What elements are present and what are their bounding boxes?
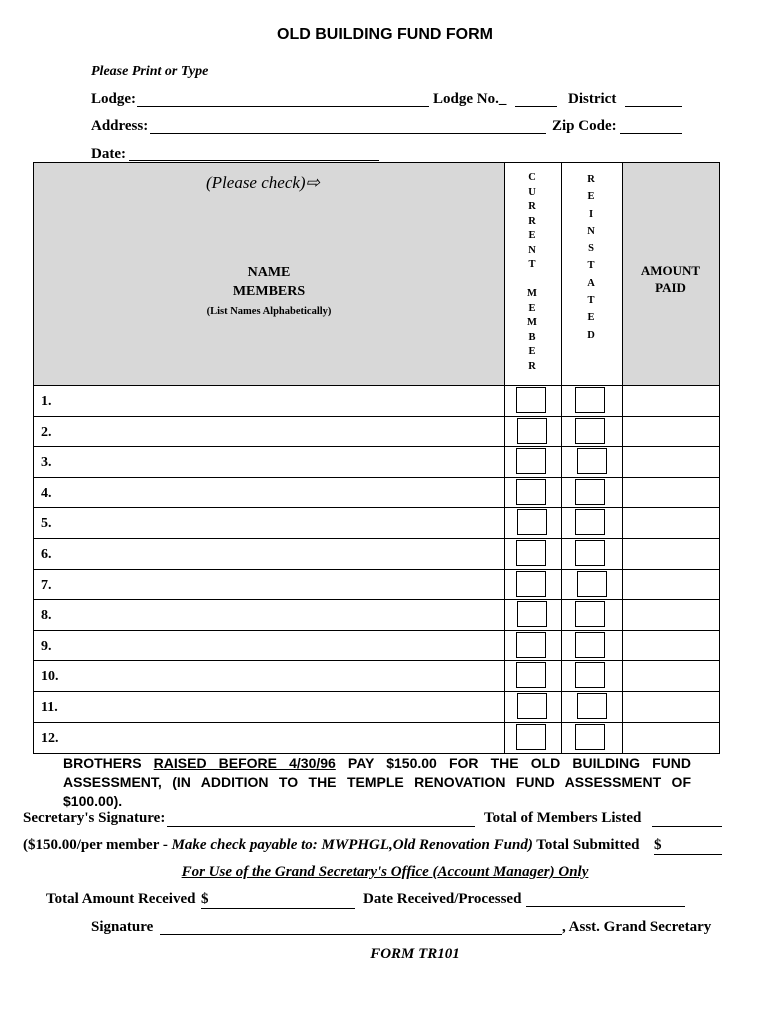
- amount-paid-field[interactable]: [626, 417, 716, 446]
- member-name-field[interactable]: [64, 386, 499, 415]
- vertical-letter: [522, 273, 542, 288]
- vertical-letter: C: [528, 172, 536, 183]
- vertical-letter: E: [528, 302, 536, 314]
- amount-label: AMOUNT: [640, 263, 701, 278]
- amount-paid-field[interactable]: [626, 600, 716, 629]
- reinstated-checkbox[interactable]: [575, 418, 605, 444]
- district-field[interactable]: [625, 106, 682, 107]
- reinstated-checkbox[interactable]: [575, 632, 605, 658]
- print-instruction: Please Print or Type: [91, 64, 209, 79]
- row-number: 4.: [41, 485, 52, 501]
- address-label: Address:: [91, 118, 149, 134]
- vertical-letter: R: [587, 174, 595, 185]
- vertical-letter: E: [587, 312, 595, 324]
- lodge-no-field[interactable]: [515, 106, 557, 107]
- vertical-letter: E: [528, 346, 536, 357]
- member-name-field[interactable]: [64, 478, 499, 507]
- member-name-field[interactable]: [64, 539, 499, 568]
- current-member-checkbox[interactable]: [517, 418, 547, 444]
- vertical-letter: E: [528, 230, 536, 241]
- form-id: FORM TR101: [370, 946, 460, 962]
- members-table: [33, 162, 720, 754]
- row-number: 3.: [41, 455, 52, 471]
- date-field[interactable]: [129, 160, 379, 161]
- current-member-checkbox[interactable]: [516, 662, 546, 688]
- asst-grand-secretary-label: , Asst. Grand Secretary: [562, 919, 712, 935]
- member-name-field[interactable]: [64, 661, 499, 690]
- row-number: 9.: [41, 638, 52, 654]
- reinstated-checkbox[interactable]: [575, 601, 605, 627]
- reinstated-checkbox[interactable]: [575, 540, 605, 566]
- total-received-label: Total Amount Received: [46, 891, 196, 907]
- raised-before-date: RAISED BEFORE 4/30/96: [153, 755, 336, 771]
- amount-paid-field[interactable]: [626, 539, 716, 568]
- vertical-letter: N: [587, 225, 595, 237]
- vertical-letter: T: [587, 260, 595, 272]
- list-alphabetically-note: (List Names Alphabetically): [206, 306, 332, 317]
- lodge-no-label: Lodge No._: [433, 91, 507, 107]
- secretary-signature-field[interactable]: [167, 826, 475, 827]
- vertical-letter: U: [528, 186, 536, 198]
- vertical-letter: B: [528, 331, 536, 343]
- assessment-notice: BROTHERS RAISED BEFORE 4/30/96 PAY $150.00 FOR THE OLD BUILDING FUND ASSESSMENT, (IN ADDITION TO THE TEMPLE RENOVATION FUND ASSESSMENT OF $100.00).: [63, 755, 691, 809]
- current-member-checkbox[interactable]: [517, 693, 547, 719]
- date-received-field[interactable]: [526, 906, 685, 907]
- vertical-letter: T: [587, 295, 595, 307]
- vertical-letter: R: [528, 215, 536, 227]
- form-title: OLD BUILDING FUND FORM: [277, 26, 493, 43]
- vertical-letter: M: [527, 317, 537, 328]
- member-name-field[interactable]: [64, 723, 499, 752]
- amount-paid-field[interactable]: [626, 478, 716, 507]
- row-number: 12.: [41, 730, 59, 746]
- vertical-letter: N: [528, 244, 536, 256]
- row-number: 7.: [41, 577, 52, 593]
- district-label: District: [568, 91, 617, 107]
- reinstated-checkbox[interactable]: [577, 571, 607, 597]
- current-member-checkbox[interactable]: [517, 509, 547, 535]
- per-member-line: ($150.00/per member - Make check payable to: MWPHGL,Old Renovation Fund) Total Submitted: [23, 837, 640, 853]
- reinstated-checkbox[interactable]: [577, 693, 607, 719]
- row-number: 2.: [41, 424, 52, 440]
- current-member-checkbox[interactable]: [516, 479, 546, 505]
- signature-field[interactable]: [160, 934, 562, 935]
- date-received-label: Date Received/Processed: [363, 891, 522, 907]
- vertical-letter: A: [587, 277, 595, 289]
- member-name-field[interactable]: [64, 417, 499, 446]
- reinstated-checkbox[interactable]: [575, 509, 605, 535]
- vertical-letter: S: [588, 243, 594, 255]
- amount-paid-field[interactable]: [626, 723, 716, 752]
- member-name-field[interactable]: [64, 600, 499, 629]
- row-number: 1.: [41, 394, 52, 409]
- lodge-field[interactable]: [137, 106, 429, 107]
- amount-paid-field[interactable]: [626, 386, 716, 415]
- reinstated-vertical-label: [581, 171, 601, 344]
- current-member-checkbox[interactable]: [516, 540, 546, 566]
- reinstated-checkbox[interactable]: [577, 448, 607, 474]
- reinstated-checkbox[interactable]: [575, 387, 605, 413]
- vertical-letter: D: [587, 329, 595, 341]
- row-number: 11.: [41, 700, 58, 715]
- row-number: 5.: [41, 516, 52, 532]
- paid-label: PAID: [655, 280, 686, 295]
- members-label: MEMBERS: [232, 284, 306, 299]
- current-member-checkbox[interactable]: [516, 571, 546, 597]
- amount-paid-field[interactable]: [626, 508, 716, 537]
- member-name-field[interactable]: [64, 508, 499, 537]
- zip-field[interactable]: [620, 133, 682, 134]
- current-member-checkbox[interactable]: [516, 724, 546, 750]
- amount-paid-field[interactable]: [626, 447, 716, 476]
- vertical-letter: R: [528, 201, 536, 212]
- current-member-vertical-label: [522, 171, 542, 374]
- member-name-field[interactable]: [64, 570, 499, 599]
- date-label: Date:: [91, 146, 126, 162]
- vertical-letter: E: [587, 191, 595, 203]
- signature-label: Signature: [91, 919, 154, 935]
- reinstated-checkbox[interactable]: [575, 479, 605, 505]
- member-name-field[interactable]: [64, 692, 499, 721]
- row-number: 6.: [41, 547, 52, 562]
- vertical-letter: I: [588, 208, 594, 220]
- lodge-label: Lodge:: [91, 91, 136, 107]
- row-number: 10.: [41, 669, 59, 685]
- vertical-letter: T: [528, 259, 536, 270]
- total-members-label: Total of Members Listed: [484, 810, 642, 826]
- amount-paid-field[interactable]: [626, 661, 716, 690]
- total-members-field[interactable]: [652, 826, 722, 827]
- member-name-field[interactable]: [64, 447, 499, 476]
- secretary-signature-label: Secretary's Signature:: [23, 810, 166, 826]
- address-field[interactable]: [150, 133, 546, 134]
- total-received-field[interactable]: $: [201, 891, 355, 909]
- amount-paid-field[interactable]: [626, 631, 716, 660]
- amount-paid-field[interactable]: [626, 570, 716, 599]
- zip-label: Zip Code:: [552, 118, 617, 134]
- current-member-checkbox[interactable]: [517, 601, 547, 627]
- reinstated-checkbox[interactable]: [575, 662, 605, 688]
- vertical-letter: R: [528, 360, 536, 372]
- vertical-letter: M: [527, 288, 537, 299]
- please-check-label: (Please check)⇨: [206, 173, 320, 192]
- office-use-heading: For Use of the Grand Secretary's Office (Account Manager) Only: [181, 864, 589, 880]
- total-submitted-field[interactable]: $: [654, 837, 722, 855]
- amount-paid-field[interactable]: [626, 692, 716, 721]
- current-member-checkbox[interactable]: [516, 448, 546, 474]
- current-member-checkbox[interactable]: [516, 387, 546, 413]
- member-name-field[interactable]: [64, 631, 499, 660]
- name-label: NAME: [247, 265, 291, 280]
- current-member-checkbox[interactable]: [516, 632, 546, 658]
- reinstated-checkbox[interactable]: [575, 724, 605, 750]
- row-number: 8.: [41, 608, 52, 624]
